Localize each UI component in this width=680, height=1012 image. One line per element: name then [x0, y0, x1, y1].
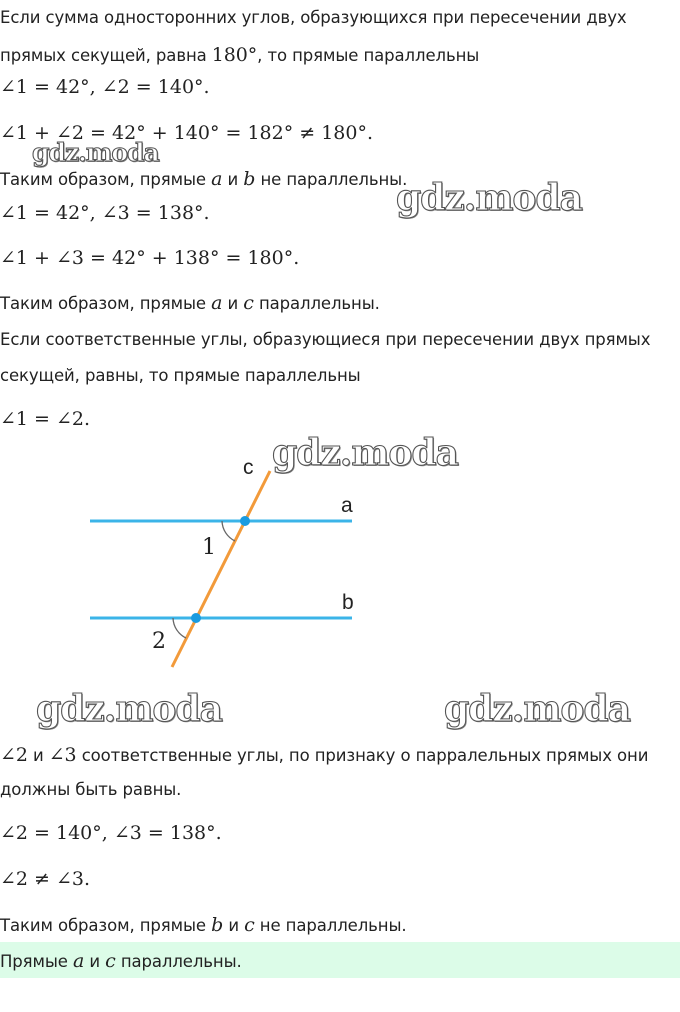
equation-angles-1-2: ∠1 = 42°, ∠2 = 140°. — [0, 76, 210, 98]
paragraph-one-text: прямых секущей, равна — [0, 46, 212, 65]
var-b: b — [243, 168, 256, 190]
angle-sum-value: 180° — [211, 44, 258, 66]
label-angle-1: 1 — [202, 535, 216, 560]
conclusion-end: не параллельны. — [255, 170, 408, 189]
conclusion-a-b — [0, 168, 407, 190]
conclusion-a-c — [0, 292, 380, 314]
equation-angle1-equals-angle2: ∠1 = ∠2. — [0, 408, 91, 430]
equation-sum-1-3: ∠1 + ∠3 = 42° + 138° = 180°. — [0, 247, 300, 269]
conclusion-end: параллельны. — [253, 294, 380, 313]
label-angle-2: 2 — [152, 629, 166, 654]
var-c: c — [105, 950, 116, 972]
equation-sum-1-2: ∠1 + ∠2 = 42° + 140° = 182° ≠ 180°. — [0, 122, 374, 144]
intersection-point-b — [191, 613, 201, 623]
conjunction: и — [222, 170, 244, 189]
paragraph-one-end: , то прямые параллельны — [257, 46, 480, 65]
answer-box — [0, 942, 680, 978]
watermark-logo: gdz.moda — [272, 432, 458, 474]
answer-text — [0, 950, 242, 972]
angle-2-symbol: ∠2 — [0, 744, 28, 766]
label-c: c — [243, 456, 254, 479]
angle-1-arc — [222, 521, 235, 541]
label-a: a — [341, 494, 353, 517]
equation-angles-1-3: ∠1 = 42°, ∠3 = 138°. — [0, 202, 210, 224]
transversal-c — [172, 471, 270, 667]
paragraph-two-line2: секущей, равны, то прямые параллельны — [0, 366, 361, 385]
paragraph-two-line1: Если соответственные углы, образующиеся при пересечении двух прямых — [0, 330, 651, 349]
intersection-point-a — [240, 516, 250, 526]
paragraph-one-line2 — [0, 44, 479, 66]
paragraph-three-line2: должны быть равны. — [0, 780, 182, 799]
conjunction: и — [222, 294, 244, 313]
conclusion-text: Таким образом, прямые — [0, 916, 212, 935]
var-c: c — [243, 292, 254, 314]
watermark-logo: gdz.moda — [32, 138, 159, 167]
paragraph-three-line1 — [0, 744, 648, 766]
conclusion-text: Таким образом, прямые — [0, 294, 212, 313]
equation-angle2-not-equal-angle3: ∠2 ≠ ∠3. — [0, 868, 91, 890]
conjunction: и — [223, 916, 245, 935]
var-c: c — [244, 914, 255, 936]
var-a: a — [211, 168, 223, 190]
paragraph-one-line1: Если сумма односторонних углов, образующихся при пересечении двух — [0, 8, 627, 27]
watermark-logo: gdz.moda — [396, 177, 582, 219]
var-a: a — [211, 292, 223, 314]
conjunction: и — [27, 746, 49, 765]
conclusion-text: Таким образом, прямые — [0, 170, 212, 189]
conclusion-b-c — [0, 914, 407, 936]
parallel-lines-figure — [0, 440, 680, 680]
conclusion-end: не параллельны. — [254, 916, 407, 935]
label-b: b — [342, 591, 354, 614]
angle-2-arc — [173, 618, 186, 638]
angle-3-symbol: ∠3 — [48, 744, 77, 766]
answer-prefix: Прямые — [0, 952, 73, 971]
var-b: b — [211, 914, 224, 936]
watermark-logo: gdz.moda — [36, 688, 222, 730]
equation-angles-2-3: ∠2 = 140°, ∠3 = 138°. — [0, 822, 222, 844]
watermark-logo: gdz.moda — [444, 688, 630, 730]
answer-end: параллельны. — [115, 952, 242, 971]
paragraph-three-text: соответственные углы, по признаку о парралельных прямых они — [76, 746, 649, 765]
var-a: a — [72, 950, 85, 972]
conjunction: и — [84, 952, 106, 971]
